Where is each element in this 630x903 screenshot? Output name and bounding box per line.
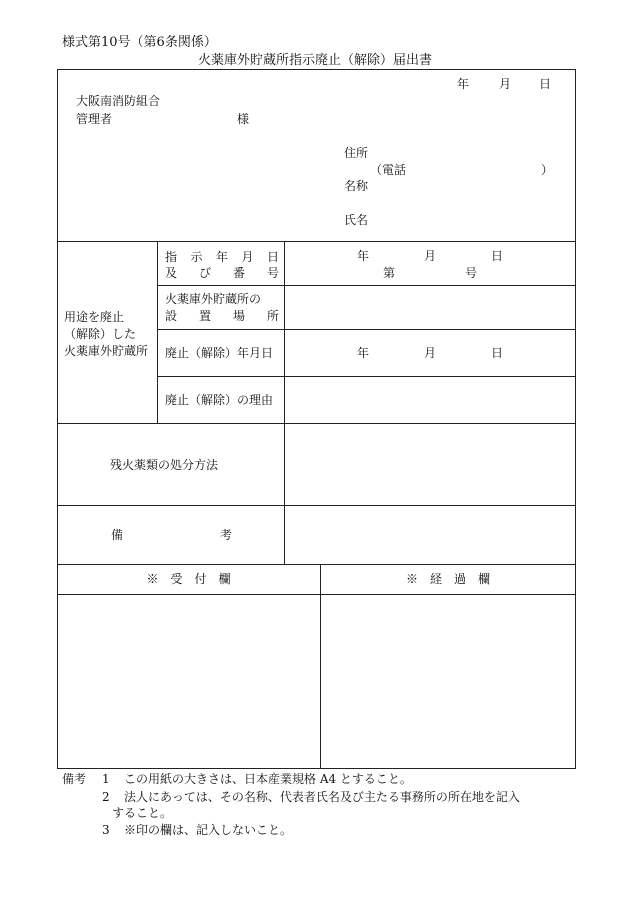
divider — [57, 564, 576, 565]
phone-close: ） — [541, 163, 554, 177]
instruction-number-prefix: 第 — [383, 266, 396, 280]
note-text: この用紙の大きさは、日本産業規格 A4 とすること。 — [124, 772, 412, 786]
abolition-year-unit: 年 — [357, 346, 370, 360]
address-label: 住所 — [344, 146, 369, 160]
storage-group-label-line3: 火薬庫外貯蔵所 — [64, 344, 149, 358]
instruction-day-unit: 日 — [491, 249, 504, 263]
divider — [57, 241, 576, 242]
storage-group-label-line2: （解除）した — [64, 327, 137, 341]
note-number: 2 — [102, 790, 110, 804]
addressee-honorific: 様 — [237, 112, 250, 126]
disposal-method-label: 残火薬類の処分方法 — [110, 458, 219, 472]
table-border-top — [57, 69, 576, 70]
addressee-org: 大阪南消防組合 — [76, 94, 161, 108]
abolition-reason-label: 廃止（解除）の理由 — [165, 393, 274, 407]
reception-column-header: ※ 受 付 欄 — [146, 572, 231, 586]
divider — [57, 505, 576, 506]
storage-location-label-line1: 火薬庫外貯蔵所の — [165, 292, 262, 306]
submission-date-month: 月 — [499, 77, 512, 91]
remarks-label-right: 考 — [220, 528, 233, 542]
table-border-left — [57, 69, 58, 769]
note-text: ※印の欄は、記入しないこと。 — [124, 823, 293, 837]
divider — [57, 423, 576, 424]
divider — [157, 285, 576, 286]
storage-group-label-line1: 用途を廃止 — [64, 310, 125, 324]
note-text-continued: すること。 — [112, 806, 173, 820]
divider — [157, 329, 576, 330]
progress-column-header: ※ 経 過 欄 — [405, 572, 490, 586]
remarks-label-left: 備 — [111, 528, 124, 542]
instruction-date-label: 指 示 年 月 日 — [165, 250, 279, 264]
divider — [57, 594, 576, 595]
company-name-label: 名称 — [344, 179, 369, 193]
storage-location-label-line2: 設 置 場 所 — [165, 309, 279, 323]
table-border-bottom — [57, 768, 576, 769]
divider — [320, 564, 321, 768]
instruction-month-unit: 月 — [424, 249, 437, 263]
form-number: 様式第10号（第6条関係） — [62, 35, 217, 50]
table-border-right — [575, 69, 576, 769]
abolition-day-unit: 日 — [491, 346, 504, 360]
divider — [157, 241, 158, 423]
notes-heading: 備考 — [62, 772, 87, 786]
form-title: 火薬庫外貯蔵所指示廃止（解除）届出書 — [197, 53, 432, 68]
note-number: 3 — [102, 823, 110, 837]
instruction-number-suffix: 号 — [465, 266, 478, 280]
phone-label: （電話 — [370, 163, 407, 177]
divider — [284, 241, 285, 564]
submission-date-year: 年 — [457, 77, 470, 91]
note-number: 1 — [102, 772, 110, 786]
instruction-number-label: 及 び 番 号 — [165, 266, 279, 280]
addressee-title: 管理者 — [76, 112, 113, 126]
abolition-date-label: 廃止（解除）年月日 — [165, 346, 274, 360]
instruction-year-unit: 年 — [357, 249, 370, 263]
person-name-label: 氏名 — [344, 213, 369, 227]
note-text: 法人にあっては、その名称、代表者氏名及び主たる事務所の所在地を記入 — [124, 790, 520, 804]
submission-date-day: 日 — [539, 77, 552, 91]
abolition-month-unit: 月 — [424, 346, 437, 360]
divider — [157, 376, 576, 377]
